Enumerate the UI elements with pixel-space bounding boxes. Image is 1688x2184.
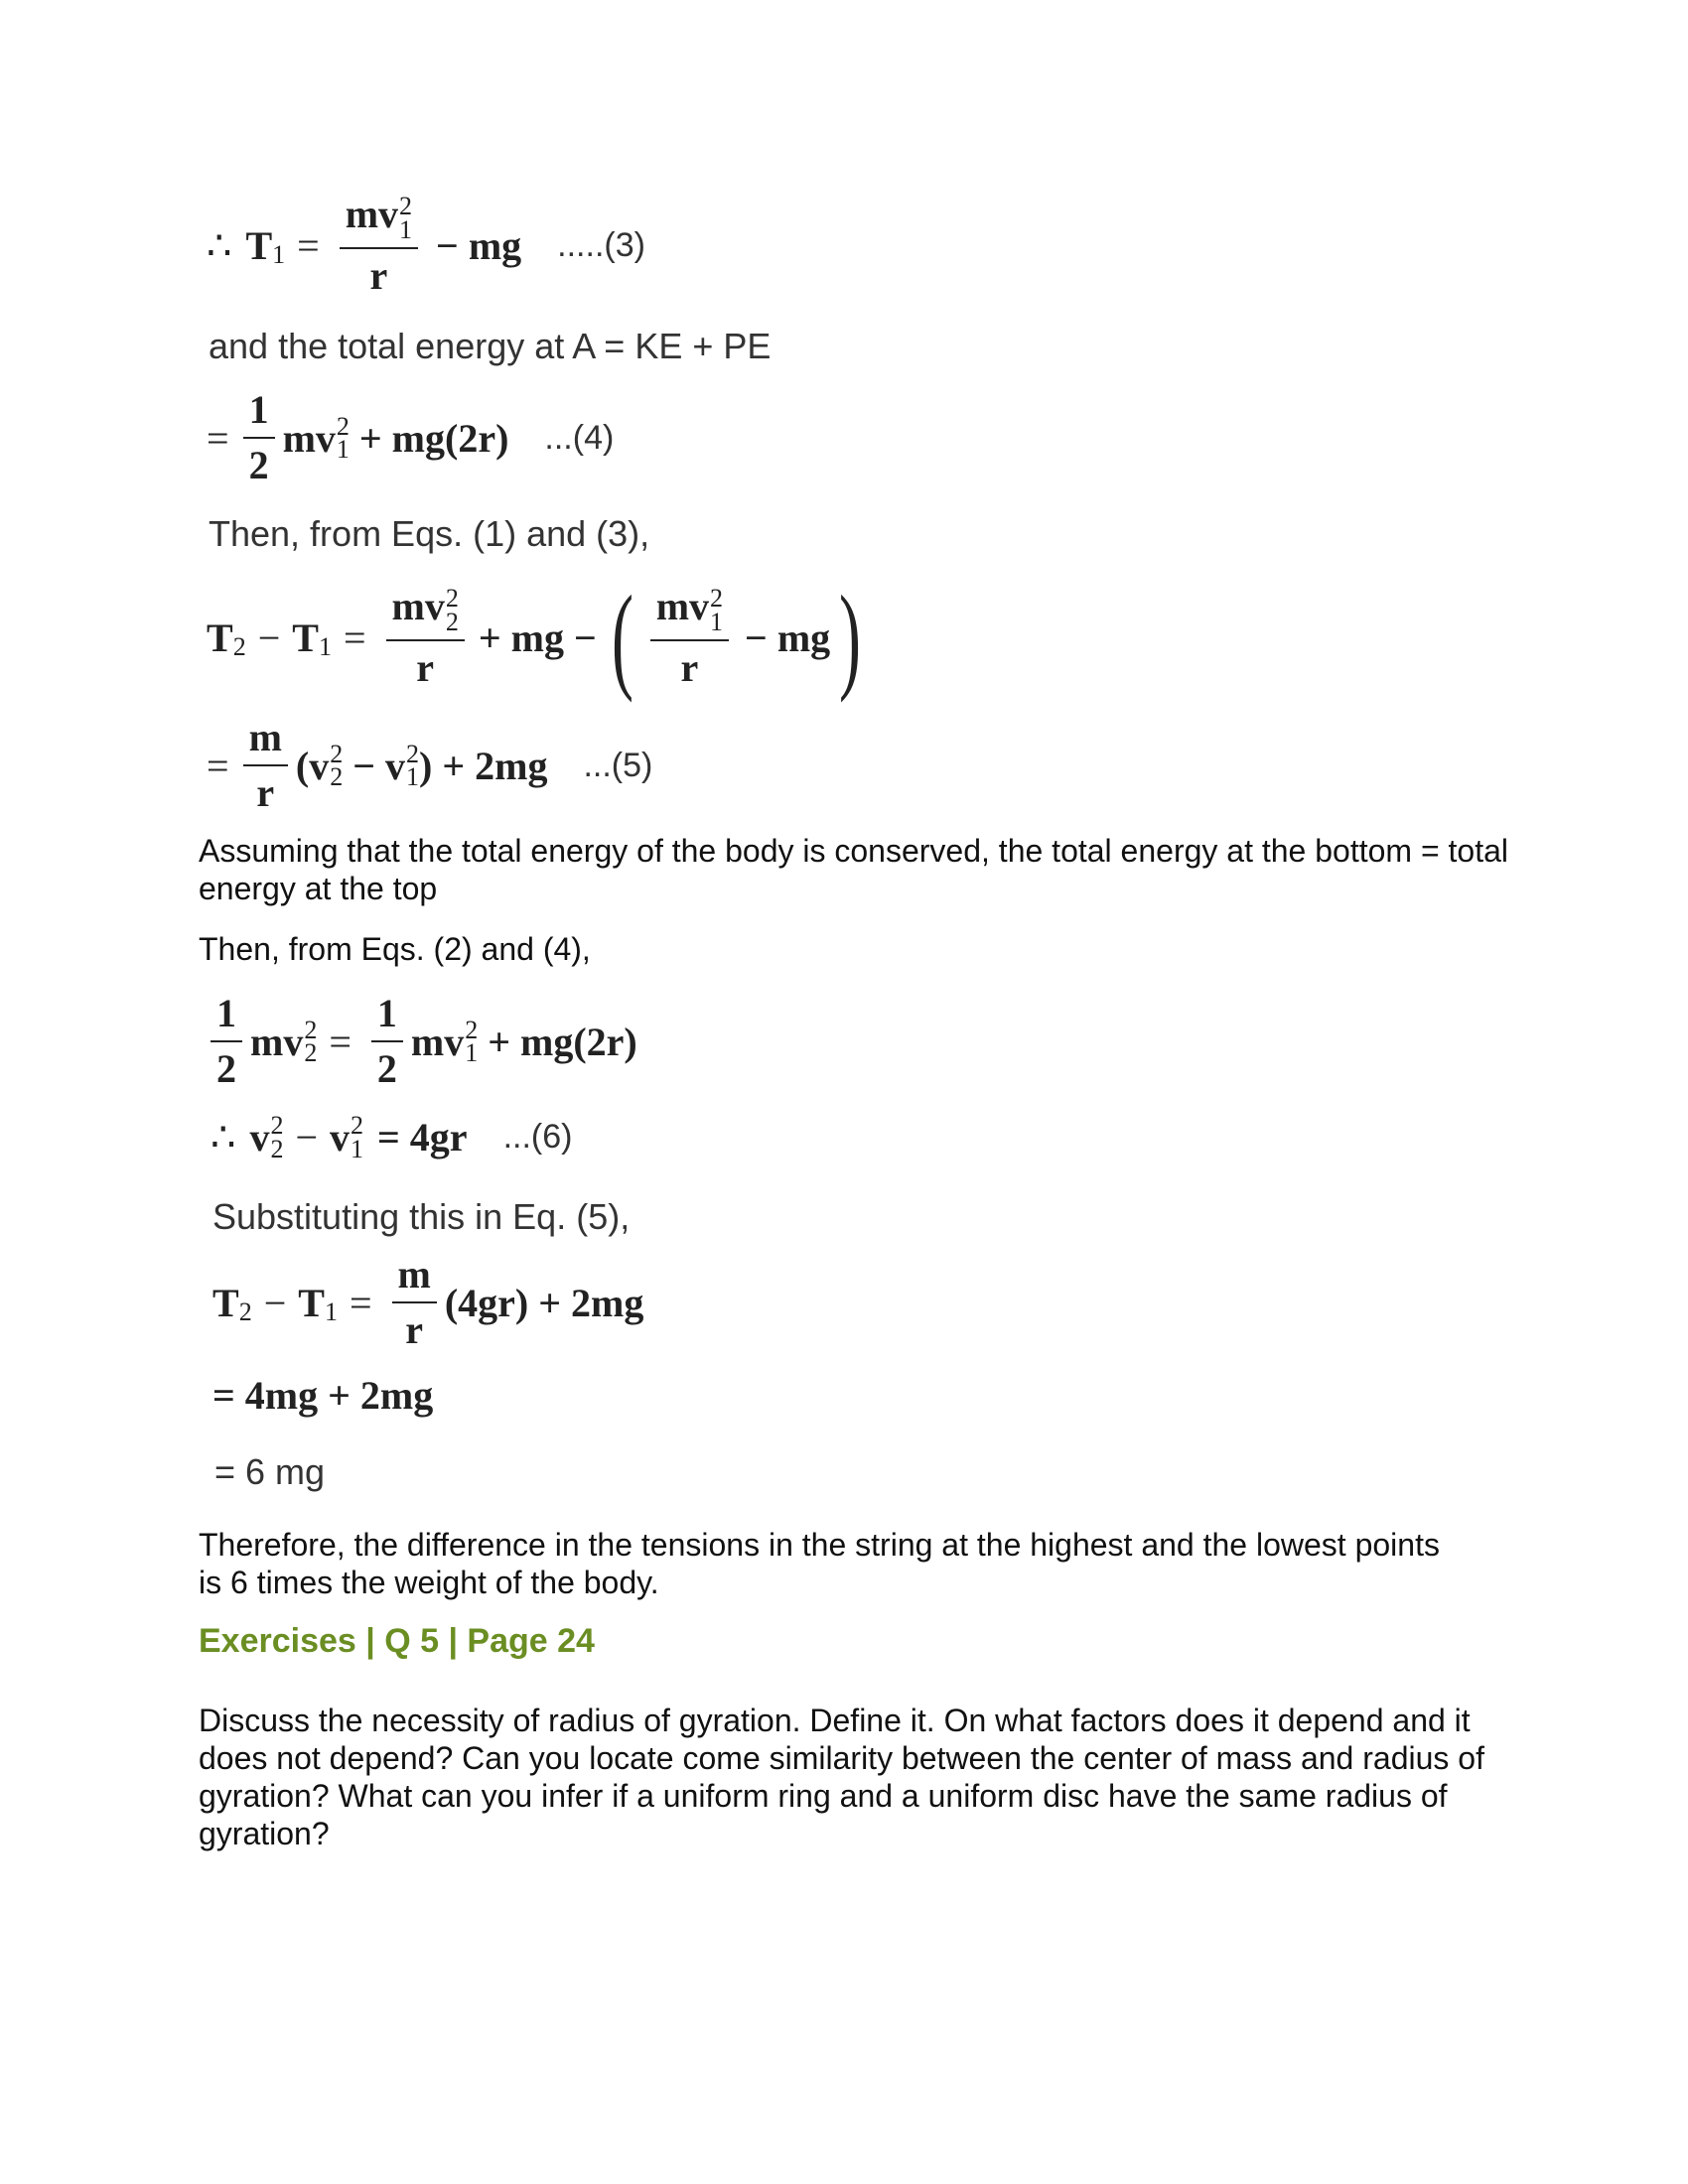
superscript: 2 <box>336 411 350 441</box>
tension-symbol: T <box>298 1280 325 1325</box>
equation-4mg-plus-2mg <box>212 1372 433 1419</box>
equals-sign: = <box>207 415 229 461</box>
term: mv <box>410 1019 465 1064</box>
denominator: r <box>405 1307 424 1352</box>
numerator: 1 <box>216 991 236 1035</box>
superscript: 2 <box>445 584 459 614</box>
minus-sign: − <box>257 614 281 660</box>
equation-6 <box>211 1111 573 1163</box>
subscript: 1 <box>336 435 350 464</box>
denominator: r <box>256 770 275 815</box>
paragraph-question: Discuss the necessity of radius of gyration. Define it. On what factors does it depend and it does not depend? Can you locate come similarity between the center of mass and radius of gyration? What can you infer if a uniform ring and a uniform disc have the same radius of gyration? <box>199 1703 1484 1851</box>
tension-symbol: T <box>212 1280 239 1325</box>
therefore-symbol: ∴ <box>211 1115 236 1160</box>
equation-tag: ...(5) <box>583 746 653 784</box>
denominator: 2 <box>248 443 269 487</box>
heading-question-5: Exercises | Q 5 | Page 24 <box>199 1622 595 1660</box>
equation-5 <box>207 717 652 814</box>
minus-sign: − <box>263 1280 287 1325</box>
paragraph-energy-conserved: Assuming that the total energy of the body is conserved, the total energy at the bottom = total energy at the top <box>199 833 1509 906</box>
equation-3 <box>207 194 645 297</box>
subscript: 2 <box>232 632 246 661</box>
term: (4gr) + 2mg <box>444 1280 644 1325</box>
superscript: 2 <box>710 584 724 614</box>
numerator: 1 <box>376 991 397 1035</box>
term: = 4mg + 2mg <box>212 1373 434 1418</box>
numerator: 1 <box>248 387 269 432</box>
tension-symbol: T <box>207 614 233 660</box>
subscript: 2 <box>330 762 344 791</box>
equation-tag: .....(3) <box>557 225 645 264</box>
left-paren: ( <box>611 571 633 703</box>
subscript: 1 <box>399 214 413 244</box>
equals-sign: = <box>297 222 320 268</box>
superscript: 2 <box>399 192 413 221</box>
fraction <box>211 993 242 1090</box>
subscript: 2 <box>445 607 459 636</box>
fraction <box>371 993 403 1090</box>
term: mv <box>250 1019 304 1064</box>
tension-symbol: T <box>245 222 273 268</box>
fraction <box>392 1254 437 1351</box>
fraction <box>386 583 465 691</box>
minus-sign: − <box>295 1115 319 1160</box>
subscript: 1 <box>324 1297 338 1326</box>
superscript: 2 <box>270 1111 284 1141</box>
equation-tag: ...(4) <box>544 418 615 457</box>
numerator: m <box>248 715 282 759</box>
term: + mg − <box>478 614 597 660</box>
subscript: 2 <box>304 1038 318 1067</box>
denominator: r <box>680 645 699 691</box>
superscript: 2 <box>406 739 420 768</box>
denominator: r <box>416 645 435 691</box>
subscript: 2 <box>270 1134 284 1163</box>
term: = 4gr <box>377 1115 468 1160</box>
text-total-energy-a: and the total energy at A = KE + PE <box>209 326 772 366</box>
subscript: 2 <box>238 1297 252 1326</box>
text-then-1-3: Then, from Eqs. (1) and (3), <box>209 513 650 554</box>
equation-tag: ...(6) <box>502 1118 573 1156</box>
equation-substituted <box>212 1254 643 1351</box>
equals-sign: = <box>329 1019 352 1064</box>
term: + mg(2r) <box>488 1019 637 1064</box>
fraction <box>650 583 729 691</box>
fraction <box>340 194 418 297</box>
equals-sign: = <box>207 743 229 788</box>
term: − v <box>343 743 406 788</box>
superscript: 2 <box>330 739 344 768</box>
equation-tension-difference <box>207 571 870 703</box>
term: ) + 2mg <box>419 743 548 788</box>
subscript: 1 <box>272 240 286 270</box>
equals-sign: = <box>349 1280 372 1325</box>
term: − mg <box>436 222 522 268</box>
superscript: 2 <box>465 1015 479 1044</box>
denominator: r <box>369 253 388 299</box>
subscript: 1 <box>465 1038 479 1067</box>
denominator: 2 <box>216 1046 236 1091</box>
term: (v <box>295 743 330 788</box>
numerator: mv <box>655 583 710 628</box>
subscript: 1 <box>351 1134 364 1163</box>
text-then-2-4: Then, from Eqs. (2) and (4), <box>199 931 591 967</box>
numerator: m <box>397 1252 431 1297</box>
fraction <box>243 389 275 486</box>
numerator: mv <box>391 583 445 628</box>
therefore-symbol: ∴ <box>207 222 232 268</box>
term: v <box>249 1115 270 1160</box>
subscript: 1 <box>710 607 724 636</box>
superscript: 2 <box>304 1015 318 1044</box>
numerator: mv <box>345 192 399 236</box>
paragraph-conclusion: Therefore, the difference in the tensions in the string at the highest and the lowest points is 6 times the weight of the body. <box>199 1527 1440 1600</box>
term: + mg(2r) <box>358 415 509 461</box>
equation-energy-conservation <box>211 993 637 1090</box>
equation-6mg: = 6 mg <box>214 1451 326 1492</box>
subscript: 1 <box>406 762 420 791</box>
right-paren: ) <box>839 571 862 703</box>
tension-symbol: T <box>292 614 319 660</box>
denominator: 2 <box>376 1046 397 1091</box>
equals-sign: = <box>343 614 366 660</box>
term: mv <box>282 415 336 461</box>
superscript: 2 <box>351 1111 364 1141</box>
term: − mg <box>745 614 831 660</box>
term: v <box>330 1115 351 1160</box>
text-substituting: Substituting this in Eq. (5), <box>212 1196 631 1237</box>
fraction <box>243 717 288 814</box>
equation-4 <box>207 389 614 486</box>
subscript: 1 <box>318 632 332 661</box>
